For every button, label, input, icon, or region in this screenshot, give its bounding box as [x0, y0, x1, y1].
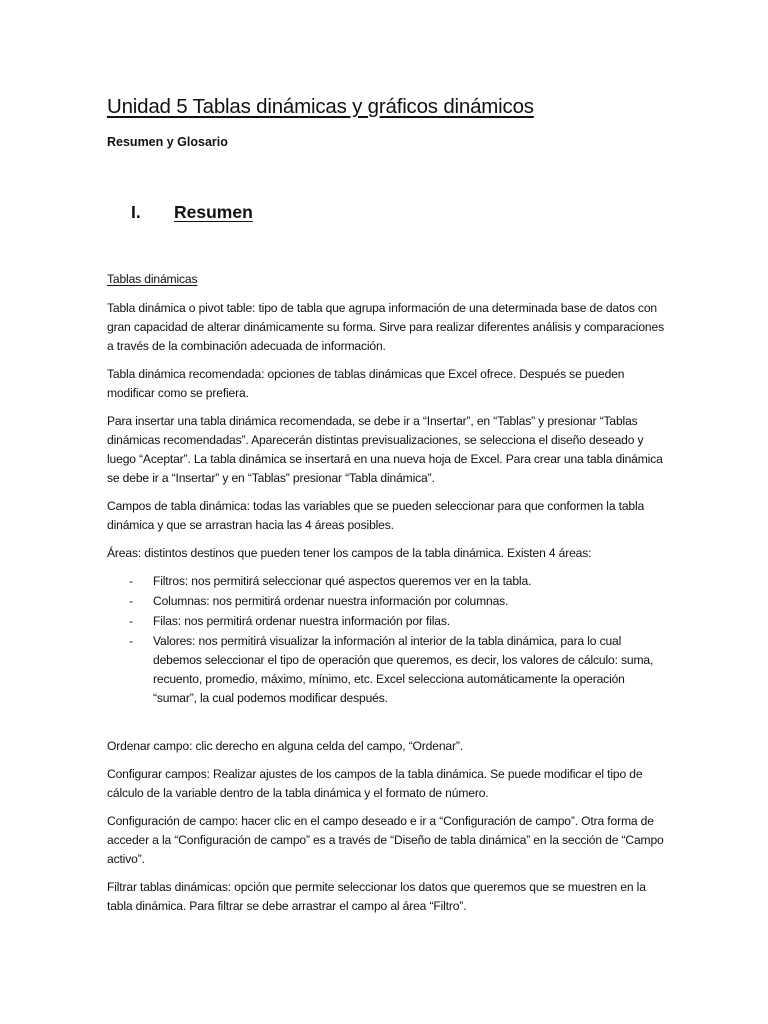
- paragraph-areas: Áreas: distintos destinos que pueden tener los campos de la tabla dinámica. Existen 4 áreas:: [107, 546, 592, 560]
- paragraph-field-settings: Configuración de campo: hacer clic en el campo deseado e ir a “Configuración de campo”. Otra forma de acceder a la “Configuración de campo” es a través de “Diseño de tabla dinámica” en la sección de “Campo activo”.: [107, 814, 664, 866]
- list-bullet: -: [129, 634, 133, 648]
- areas-list: [107, 572, 665, 708]
- document-body: [107, 270, 665, 925]
- list-bullet: -: [129, 574, 133, 588]
- document-subtitle: Resumen y Glosario: [107, 135, 228, 149]
- list-bullet: -: [129, 614, 133, 628]
- list-item-text: Filas: nos permitirá ordenar nuestra información por filas.: [153, 614, 450, 628]
- list-item: [107, 632, 665, 708]
- paragraph-pivot-table-definition: Tabla dinámica o pivot table: tipo de tabla que agrupa información de una determinada base de datos con gran capacidad de alterar dinámicamente su forma. Sirve para realizar diferentes análisis y comparaciones a través de la combinación adecuada de información.: [107, 301, 664, 353]
- list-item-text: Columnas: nos permitirá ordenar nuestra información por columnas.: [153, 594, 509, 608]
- paragraph-filter-pivot-tables: Filtrar tablas dinámicas: opción que permite seleccionar los datos que queremos que se muestren en la tabla dinámica. Para filtrar se debe arrastrar el campo al área “Filtro”.: [107, 880, 646, 913]
- section-heading: [131, 201, 253, 223]
- paragraph-insert-pivot-table: Para insertar una tabla dinámica recomendada, se debe ir a “Insertar”, en “Tablas” y presionar “Tablas dinámicas recomendadas”. Aparecerán distintas previsualizaciones, se selecciona el diseño deseado y luego “Aceptar”. La tabla dinámica se insertará en una nueva hoja de Excel. Para crear una tabla dinámica se debe ir a “Insertar” y en “Tablas” presionar “Tabla dinámica”.: [107, 414, 663, 485]
- list-item: [107, 592, 665, 611]
- subsection-heading: Tablas dinámicas: [107, 272, 198, 286]
- list-item-text: Filtros: nos permitirá seleccionar qué aspectos queremos ver en la tabla.: [153, 574, 532, 588]
- section-number: I.: [131, 202, 141, 222]
- list-item-text: Valores: nos permitirá visualizar la información al interior de la tabla dinámica, para lo cual debemos seleccionar el tipo de operación que queremos, es decir, los valores de cálculo: suma, recuento, promedio, máximo, mínimo, etc. Excel selecciona automáticamente la operación “sumar”, la cual podemos modificar después.: [153, 634, 654, 705]
- section-title: Resumen: [174, 202, 253, 222]
- paragraph-recommended-pivot-table: Tabla dinámica recomendada: opciones de tablas dinámicas que Excel ofrece. Después se pueden modificar como se prefiera.: [107, 367, 625, 400]
- list-item: [107, 572, 665, 591]
- list-bullet: -: [129, 594, 133, 608]
- document-title: Unidad 5 Tablas dinámicas y gráficos dinámicos: [107, 95, 534, 118]
- paragraph-sort-field: Ordenar campo: clic derecho en alguna celda del campo, “Ordenar”.: [107, 739, 463, 753]
- paragraph-pivot-table-fields: Campos de tabla dinámica: todas las variables que se pueden seleccionar para que conformen la tabla dinámica y que se arrastran hacia las 4 áreas posibles.: [107, 499, 645, 532]
- list-item: [107, 612, 665, 631]
- paragraph-configure-fields: Configurar campos: Realizar ajustes de los campos de la tabla dinámica. Se puede modificar el tipo de cálculo de la variable dentro de la tabla dinámica y el formato de número.: [107, 767, 643, 800]
